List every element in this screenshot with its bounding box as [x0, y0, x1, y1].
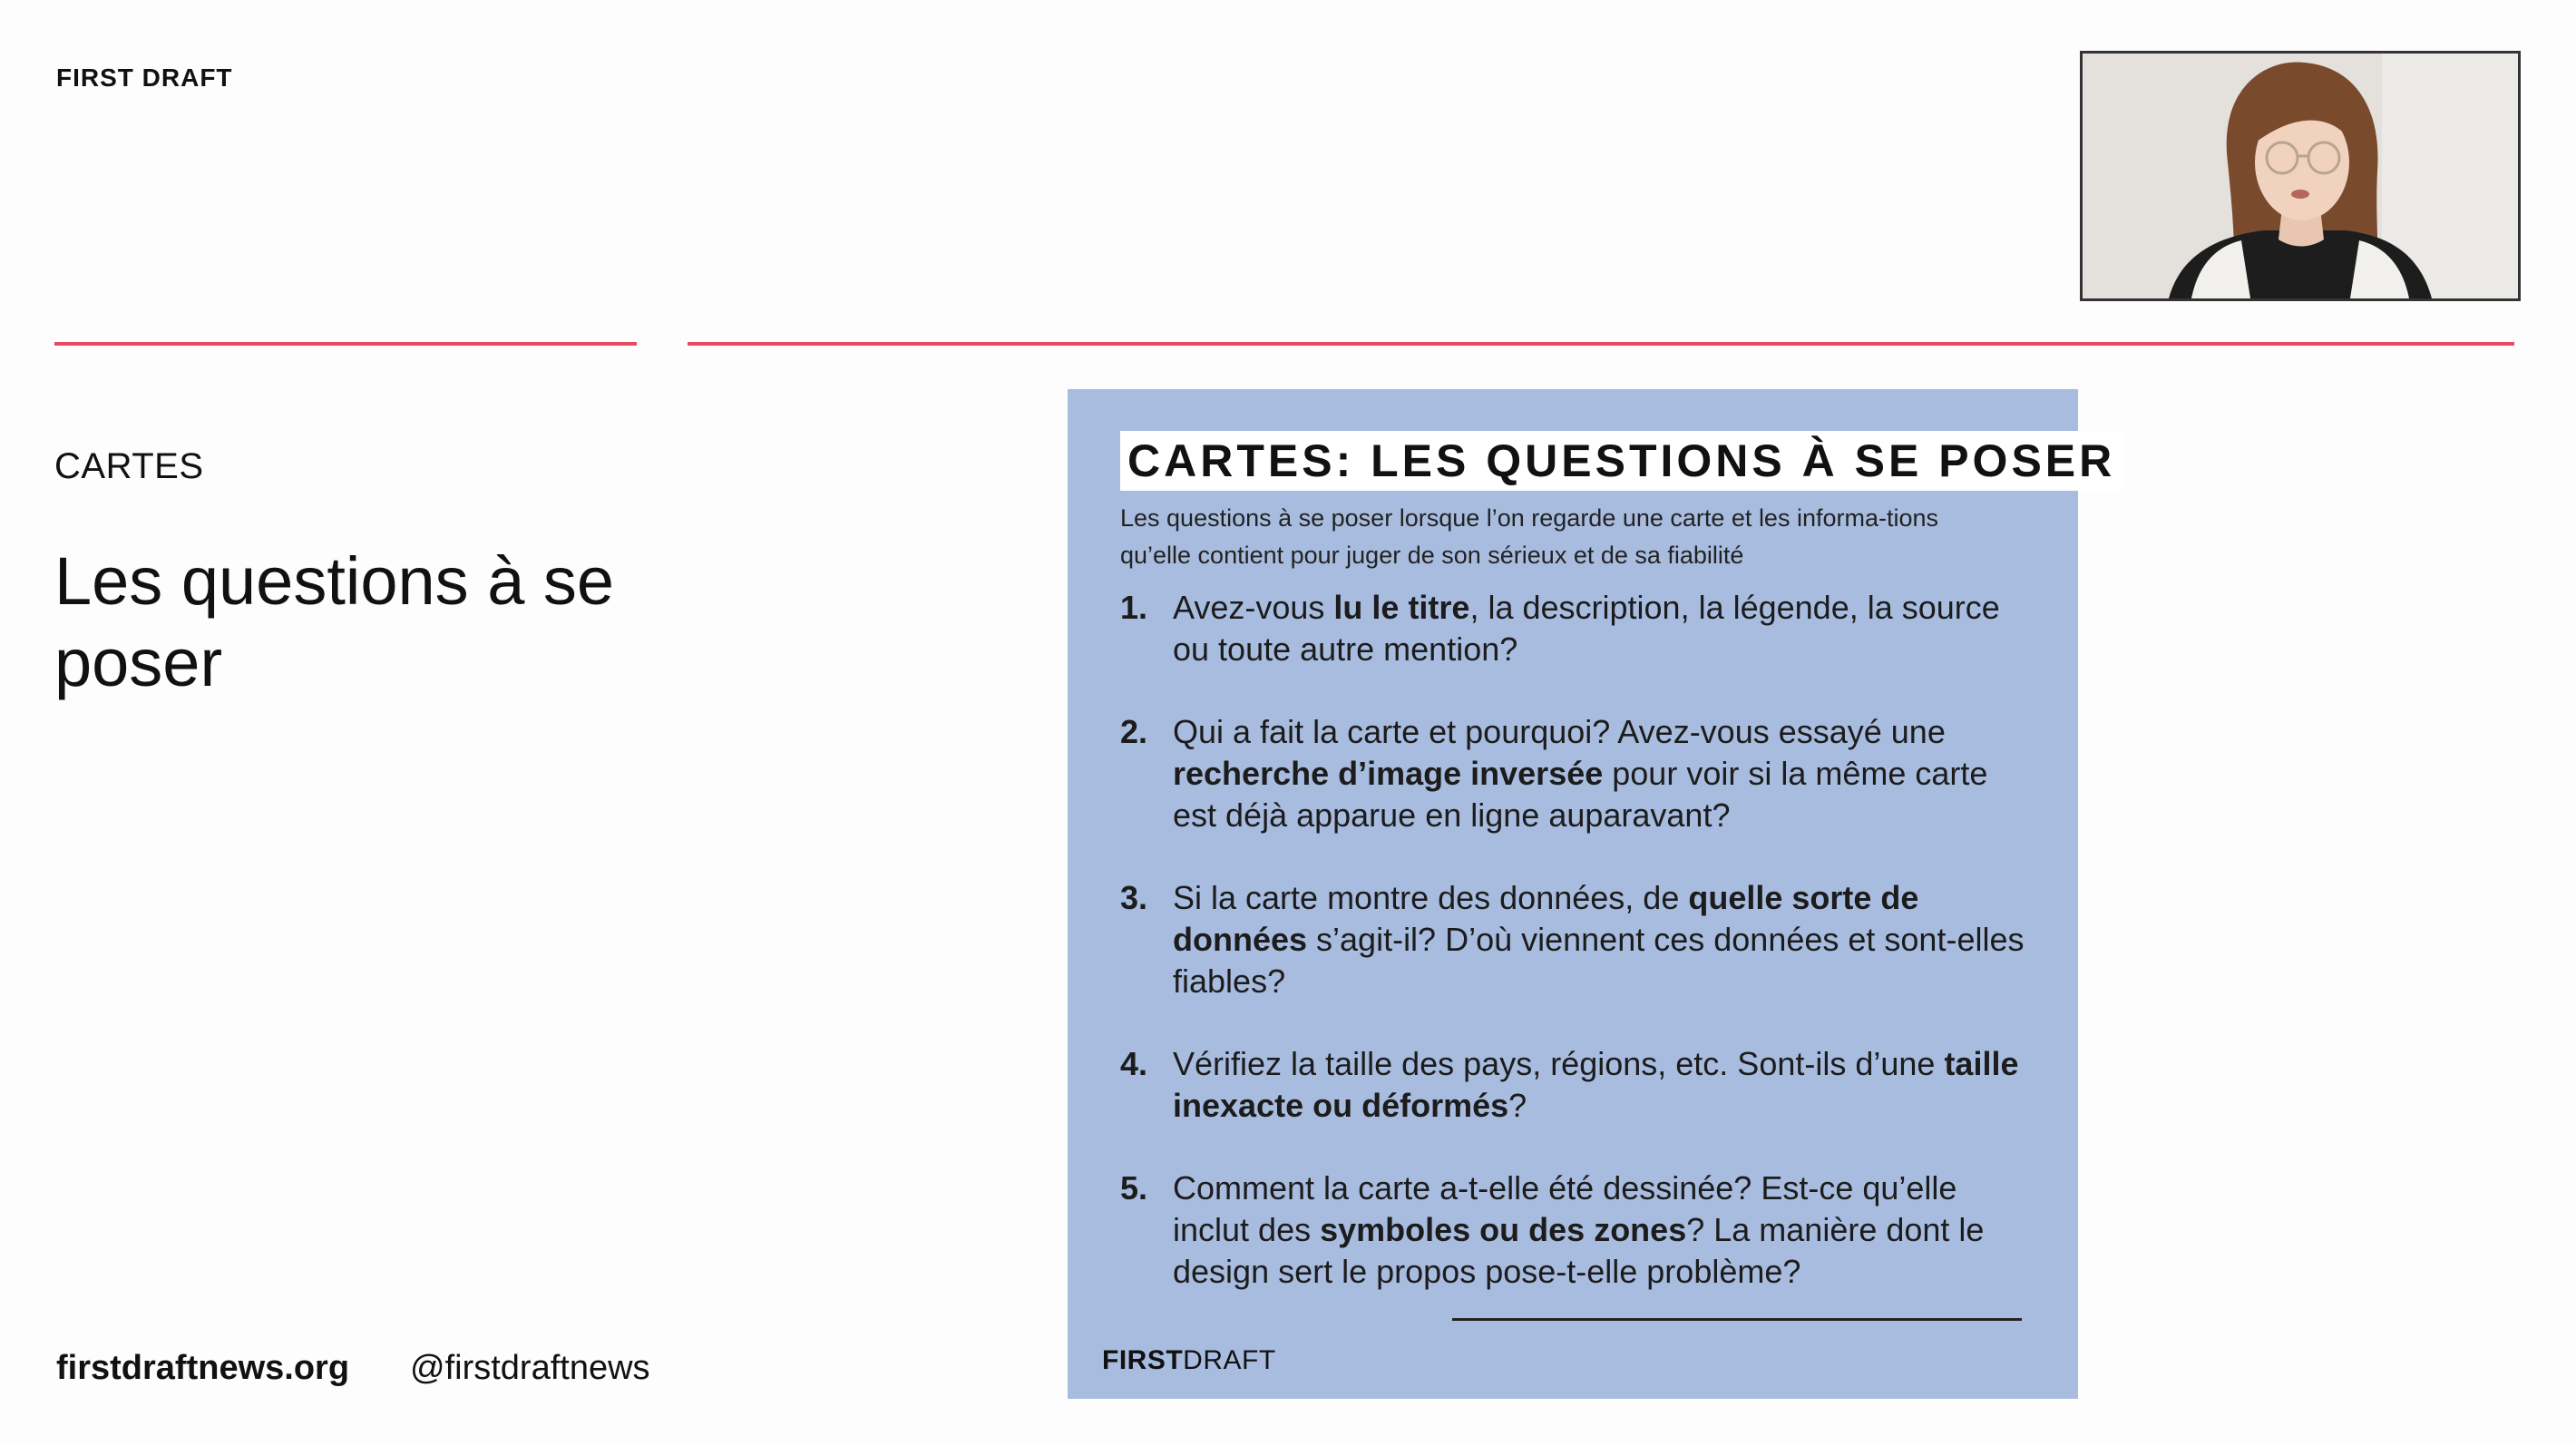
question-emphasis: lu le titre — [1333, 589, 1470, 626]
question-text: , la description, la légende, la source ou toute autre mention? — [1173, 589, 2000, 668]
card-logo — [1102, 1345, 1276, 1376]
card-logo-regular: DRAFT — [1183, 1345, 1276, 1375]
question-emphasis: symboles ou des zones — [1320, 1211, 1687, 1248]
question-number: 4. — [1120, 1045, 1148, 1082]
question-number: 5. — [1120, 1169, 1148, 1207]
question-emphasis: taille inexacte ou déformés — [1173, 1045, 2019, 1124]
question-text: s’agit-il? D’où viennent ces données et sont-elles fiables? — [1173, 921, 2025, 1000]
brand-logo: FIRST DRAFT — [56, 64, 233, 92]
question-text: Qui a fait la carte et pourquoi? Avez-vous essayé une — [1173, 713, 1946, 750]
question-text: Vérifiez la taille des pays, régions, etc. Sont-ils d’une — [1173, 1045, 1945, 1082]
question-number: 3. — [1120, 879, 1148, 916]
divider-right — [688, 342, 2514, 346]
question-item — [1120, 711, 2027, 836]
website-link[interactable]: firstdraftnews.org — [56, 1349, 350, 1387]
question-item — [1120, 587, 2027, 670]
question-list — [1120, 587, 2027, 1334]
question-emphasis: recherche d’image inversée — [1173, 755, 1604, 792]
question-item — [1120, 1043, 2027, 1127]
question-emphasis: quelle sorte de données — [1173, 879, 1919, 958]
question-text: ? — [1508, 1087, 1527, 1124]
presenter-video[interactable] — [2080, 51, 2521, 301]
question-number: 2. — [1120, 713, 1148, 750]
card-intro: Les questions à se poser lorsque l’on regarde une carte et les informa-tions qu’elle contient pour juger de son sérieux et de sa fiabilité — [1120, 504, 1939, 569]
question-text: ? La manière dont le design sert le propos pose-t-elle problème? — [1173, 1211, 1985, 1290]
question-text: pour voir si la même carte est déjà apparue en ligne auparavant? — [1173, 755, 1988, 834]
question-text: Comment la carte a-t-elle été dessinée? Est-ce qu’elle inclut des — [1173, 1169, 1957, 1248]
divider-left — [54, 342, 637, 346]
question-text: Avez-vous — [1173, 589, 1334, 626]
presenter-webcam-icon — [2083, 54, 2518, 298]
question-number: 1. — [1120, 589, 1148, 626]
social-handle[interactable]: @firstdraftnews — [410, 1349, 650, 1387]
question-text: Si la carte montre des données, de — [1173, 879, 1689, 916]
slide-title: Les questions à se poser — [54, 543, 615, 700]
question-item — [1120, 877, 2027, 1002]
section-label: CARTES — [54, 446, 204, 486]
info-card — [1068, 389, 2116, 1399]
question-item — [1120, 1168, 2027, 1293]
card-logo-bold: FIRST — [1102, 1345, 1184, 1375]
card-heading: CARTES: LES QUESTIONS À SE POSER — [1120, 431, 2122, 491]
card-footer-rule — [1452, 1318, 2022, 1321]
